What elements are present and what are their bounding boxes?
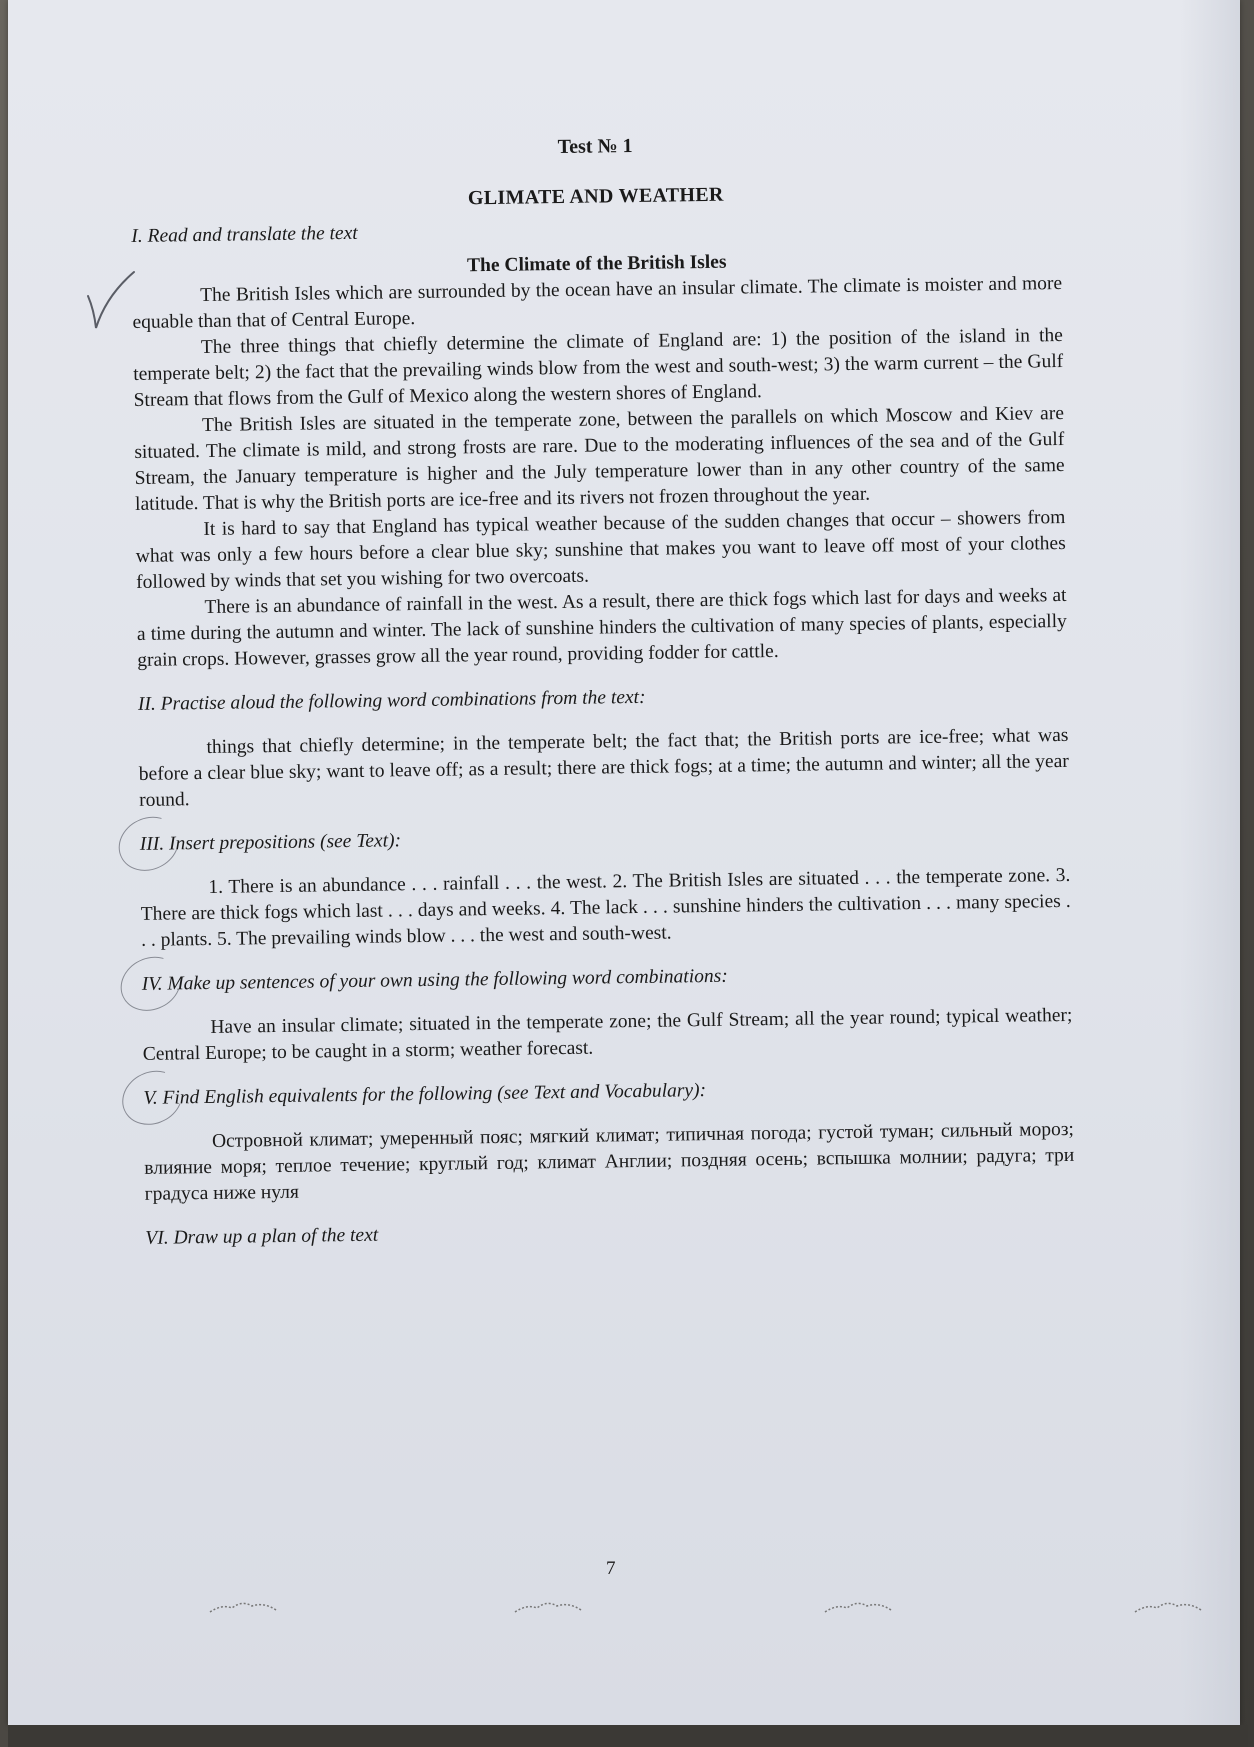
task-1-instruction: I. Read and translate the text — [131, 222, 358, 247]
footer-ornament-icon — [823, 1596, 893, 1618]
footer-ornament-icon — [208, 1596, 278, 1618]
page-title: GLIMATE AND WEATHER — [467, 183, 724, 210]
page-content — [130, 127, 1075, 1252]
text-title: The Climate of the British Isles — [466, 251, 727, 277]
table-surface — [8, 1725, 1248, 1747]
task-2-body: things that chiefly determine; in the temperate belt; the fact that; the British ports are ice-free; what was before a clear blue sky; want to leave off; as a result; there are thick fogs; at a time; the autumn and winter; all the year round. — [138, 724, 1069, 811]
text-paragraph-4: It is hard to say that England has typical weather because of the sudden changes that occur – showers from what was only a few hours before a clear blue sky; sunshine that makes you want to leave off most of your clothes followed by winds that set you wishing for two overcoats. — [135, 506, 1066, 593]
task-6-instruction: VI. Draw up a plan of the text — [145, 1224, 379, 1249]
text-paragraph-3: The British Isles are situated in the temperate zone, between the parallels on which Moscow and Kiev are situated. The climate is mild, and strong frosts are rare. Due to the moderating influences of the sea and of the Gulf Stream, the January temperature is higher and the July temperature lower than in any other country of the same latitude. That is why the British ports are ice-free and its rivers not frozen throughout the year. — [134, 402, 1065, 515]
task-4-body: Have an insular climate; situated in the temperate zone; the Gulf Stream; all the year round; typical weather; Central Europe; to be caught in a storm; weather forecast. — [142, 1004, 1073, 1065]
task-5-body: Островной климат; умеренный пояс; мягкий климат; типичная погода; густой туман; сильный мороз; влияние моря; теплое течение; круглый год; климат Англии; поздняя осень; вспышка молнии; радуга; три градуса ниже нуля — [144, 1118, 1075, 1205]
test-number: Test № 1 — [557, 134, 633, 159]
footer-ornament-icon — [1133, 1596, 1203, 1618]
footer-ornament-icon — [513, 1596, 583, 1618]
text-paragraph-1: The British Isles which are surrounded by the ocean have an insular climate. The climate is moister and more equable than that of Central Europe. — [132, 273, 1063, 333]
task-5-instruction: V. Find English equivalents for the following (see Text and Vocabulary): — [143, 1080, 707, 1109]
page-number: 7 — [606, 1558, 616, 1579]
text-paragraph-2: The three things that chiefly determine the climate of England are: 1) the position of the island in the temperate belt; 2) the fact that the prevailing winds blow from the west and south-west; 3) the warm current – the Gulf Stream that flows from the Gulf of Mexico along the western shores of England. — [133, 324, 1064, 411]
task-2-instruction: II. Practise aloud the following word combinations from the text: — [137, 686, 646, 715]
page-edge-shading — [1180, 0, 1240, 1725]
task-3-instruction: III. Insert prepositions (see Text): — [139, 830, 402, 855]
text-paragraph-5: There is an abundance of rainfall in the west. As a result, there are thick fogs which last for days and weeks at a time during the autumn and winter. The lack of sunshine hinders the cultivation of many species of plants, especially grain crops. However, grasses grow all the year round, providing fodder for cattle. — [136, 584, 1067, 671]
task-3-body: 1. There is an abundance . . . rainfall . . . the west. 2. The British Isles are situated . . . the temperate zone. 3. There are thick fogs which last . . . days and weeks. 4. The lack . . . sunshine hinders the cultivation . . . many species . . . plants. 5. The prevailing winds blow . . . the west and south-west. — [140, 864, 1071, 951]
document-page — [8, 0, 1240, 1725]
task-4-instruction: IV. Make up sentences of your own using the following word combinations: — [141, 965, 728, 995]
